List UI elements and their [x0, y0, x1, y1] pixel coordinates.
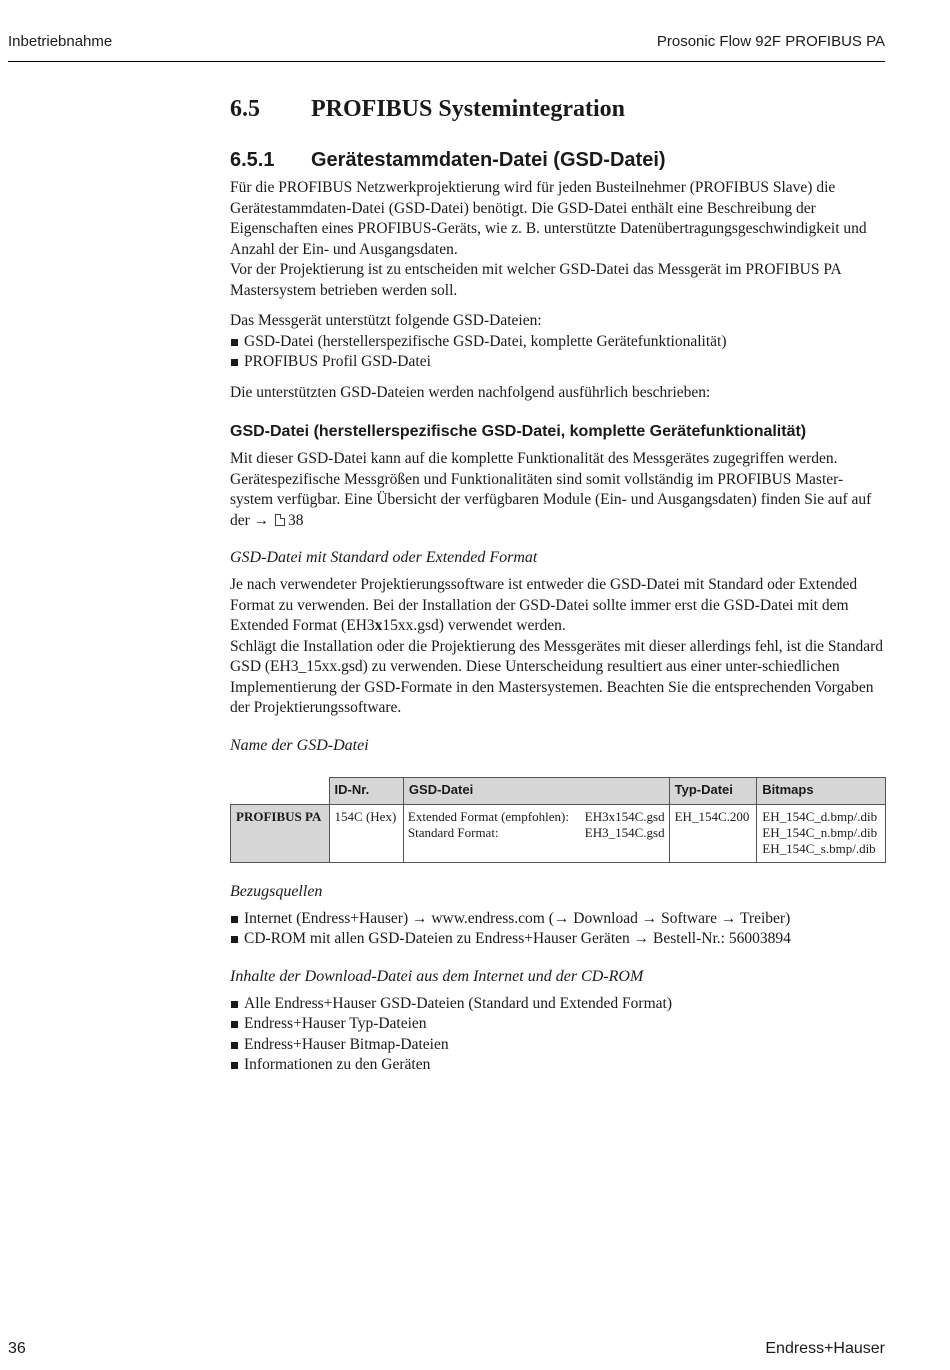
page-reference-link[interactable]: 38	[288, 511, 304, 529]
subsection-title: Gerätestammdaten-Datei (GSD-Datei)	[311, 149, 666, 171]
gsd-heading: GSD-Datei (herstellerspezifische GSD-Datei, komplette Gerätefunktionalität)	[230, 423, 807, 440]
footer-brand: Endress+Hauser	[765, 1340, 885, 1357]
supported-gsd-list	[230, 332, 886, 373]
subsection-heading	[230, 149, 886, 172]
table-cell-type: EH_154C.200	[669, 804, 757, 862]
page-content	[230, 96, 886, 1086]
bitmap-file: EH_154C_d.bmp/.dib	[762, 808, 878, 824]
list-item: Informationen zu den Geräten	[230, 1055, 886, 1076]
contents-heading: Inhalte der Download-Datei aus dem Internet und der CD-ROM	[230, 967, 644, 985]
sources-list	[230, 909, 886, 950]
extended-format-label: Extended Format (empfohlen):	[407, 808, 569, 824]
gsd-text: Mit dieser GSD-Datei kann auf die komplette Funktionalität des Messgerätes zugegriffen werden. Gerätespezifische Messgrößen und Funktionalitäten sind somit vollständig im PROFIBUS Master-system verfügbar. Eine Übersicht der verfügbaren Module (Ein- und Ausgangsdaten) finden Sie auf auf der	[230, 450, 872, 529]
list-item: Alle Endress+Hauser GSD-Dateien (Standard und Extended Format)	[230, 994, 886, 1015]
table-header-type: Typ-Datei	[669, 777, 757, 804]
list-item: Endress+Hauser Typ-Dateien	[230, 1014, 886, 1035]
intro-paragraph-2: Vor der Projektierung ist zu entscheiden mit welcher GSD-Datei das Messgerät im PROFIBUS PA Mastersystem betrieben werden soll.	[230, 261, 841, 299]
table-cell-bitmaps	[757, 804, 886, 862]
header-chapter: Inbetriebnahme	[8, 33, 113, 50]
table-header-bitmaps: Bitmaps	[757, 777, 886, 804]
table-cell-gsd	[403, 804, 669, 862]
list-item: PROFIBUS Profil GSD-Datei	[230, 352, 886, 373]
sources-heading: Bezugsquellen	[230, 882, 323, 900]
section-title: PROFIBUS Systemintegration	[311, 96, 625, 122]
intro-paragraph-4: Die unterstützten GSD-Dateien werden nachfolgend ausführlich beschrieben:	[230, 383, 711, 401]
extended-format-file: EH3x154C.gsd	[584, 808, 665, 824]
format-text-b: 15xx.gsd) verwendet werden.	[382, 617, 566, 634]
name-heading: Name der GSD-Datei	[230, 736, 369, 754]
standard-format-label: Standard Format:	[407, 824, 499, 840]
table-header-gsd: GSD-Datei	[403, 777, 669, 804]
format-heading: GSD-Datei mit Standard oder Extended Format	[230, 549, 538, 566]
page-number: 36	[8, 1340, 26, 1357]
bitmap-file: EH_154C_s.bmp/.dib	[762, 840, 876, 856]
standard-format-file: EH3_154C.gsd	[584, 824, 665, 840]
bitmap-file: EH_154C_n.bmp/.dib	[762, 824, 878, 840]
section-number: 6.5	[230, 96, 260, 122]
table-corner	[231, 777, 330, 804]
gsd-paragraph	[230, 449, 886, 531]
list-item: CD-ROM mit allen GSD-Dateien zu Endress+Hauser Geräten → Bestell-Nr.: 56003894	[230, 929, 886, 950]
table-cell-id: 154C (Hex)	[329, 804, 403, 862]
table-row-label: PROFIBUS PA	[231, 804, 330, 862]
table-header-id: ID-Nr.	[329, 777, 403, 804]
page-reference-icon	[275, 514, 285, 526]
list-item: GSD-Datei (herstellerspezifische GSD-Datei, komplette Gerätefunktionalität)	[230, 332, 886, 353]
format-paragraph-1	[230, 575, 886, 637]
intro-paragraph-1: Für die PROFIBUS Netzwerkprojektierung wird für jeden Busteilnehmer (PROFIBUS Slave) die Gerätestammdaten-Datei (GSD-Datei) benötigt. Die GSD-Datei enthält eine Beschreibung der Eigenschaften eines PROFIBUS-Geräts, wie z. B. unterstützte Datenübertragungsgeschwindigkeit und Anzahl der Ein- und Ausgangsdaten.	[230, 179, 867, 258]
page-header	[8, 32, 885, 62]
format-text-bold: x	[374, 617, 383, 634]
format-paragraph-2: Schlägt die Installation oder die Projektierung des Messgerätes mit dieser allerdings fehl, ist die Standard GSD (EH3_15xx.gsd) zu verwenden. Diese Unterscheidung resultiert aus einer unter-schiedlichen Implementierung der GSD-Formate in den Mastersystemen. Beachten Sie die entsprechenden Vorgaben der Projektierungssoftware.	[230, 637, 883, 716]
gsd-file-table	[230, 777, 886, 863]
contents-list	[230, 994, 886, 1076]
intro-paragraph-3: Das Messgerät unterstützt folgende GSD-Dateien:	[230, 312, 542, 329]
header-product: Prosonic Flow 92F PROFIBUS PA	[656, 33, 885, 50]
section-heading	[230, 96, 886, 123]
table-row	[231, 804, 886, 862]
subsection-number: 6.5.1	[230, 149, 275, 171]
arrow-icon: →	[253, 511, 270, 529]
list-item: Internet (Endress+Hauser) → www.endress.com (→ Download → Software → Treiber)	[230, 909, 886, 930]
list-item: Endress+Hauser Bitmap-Dateien	[230, 1035, 886, 1056]
format-text-a: Je nach verwendeter Projektierungssoftware ist entweder die GSD-Datei mit Standard oder Extended Format zu verwenden. Bei der Installation der GSD-Datei sollte immer erst die GSD-Datei mit dem Extended Format (EH3	[230, 576, 858, 634]
